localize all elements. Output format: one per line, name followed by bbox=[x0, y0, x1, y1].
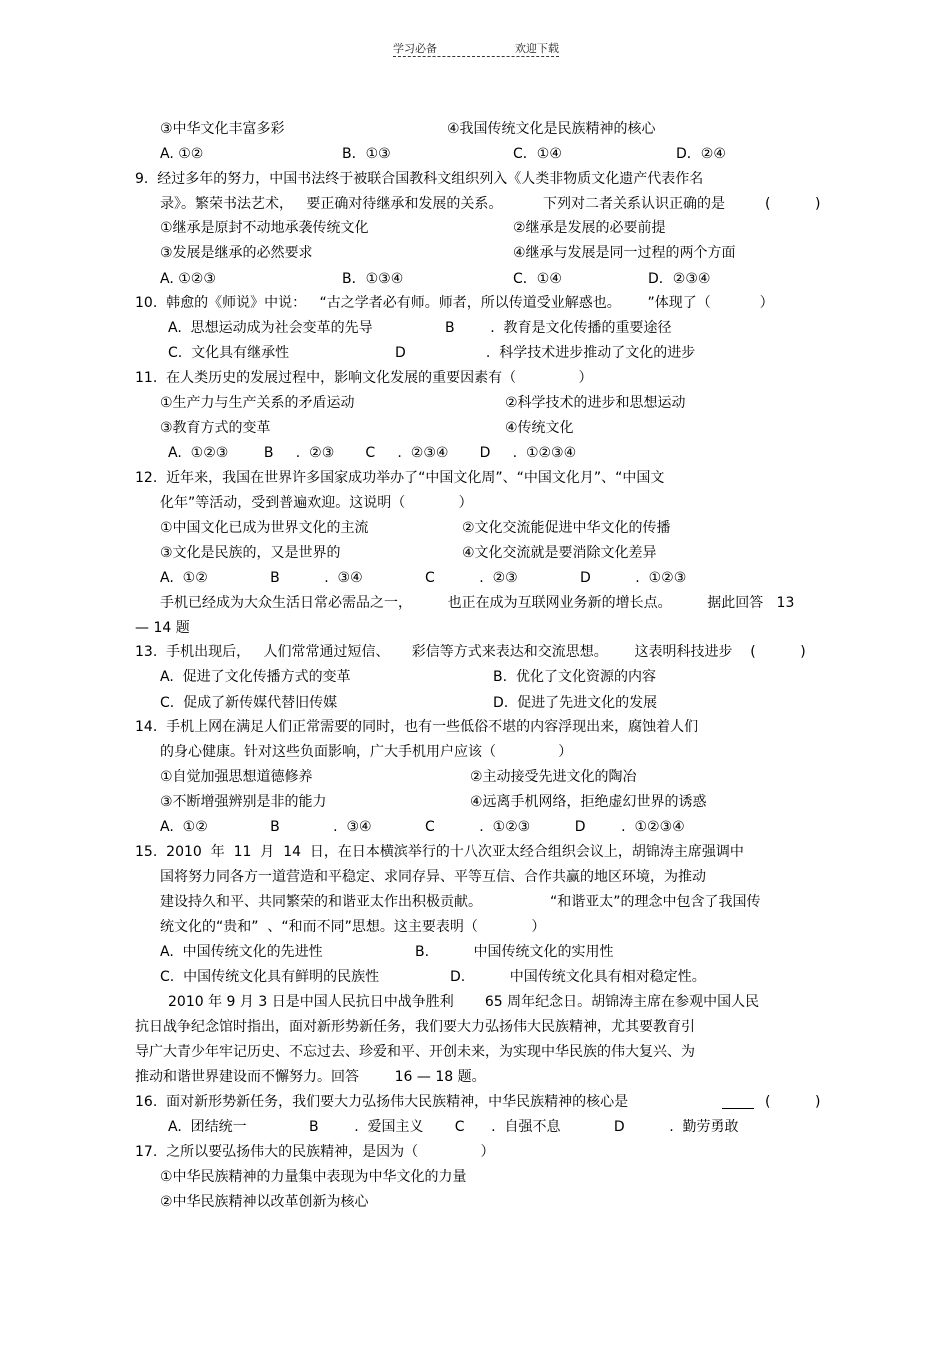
text-line: ③发展是继承的必然要求 bbox=[160, 245, 313, 261]
header-right: 欢迎下载 bbox=[515, 42, 559, 55]
text-line: A. ①② B . ③④ C . ②③ D . ①②③ bbox=[160, 570, 687, 586]
text-line: ④远离手机网络，拒绝虚幻世界的诱惑 bbox=[470, 794, 707, 810]
text-line: ②文化交流能促进中华文化的传播 bbox=[462, 520, 671, 536]
text-line: A. 思想运动成为社会变革的先导 bbox=[168, 320, 373, 336]
text-line: ③教育方式的变革 bbox=[160, 420, 271, 436]
text-line: ①生产力与生产关系的矛盾运动 bbox=[160, 395, 355, 411]
text-line: A. 促进了文化传播方式的变革 bbox=[160, 669, 351, 685]
text-line: B . 教育是文化传播的重要途径 bbox=[445, 320, 672, 336]
text-line: 14. 手机上网在满足人们正常需要的同时，也有一些低俗不堪的内容浮现出来，腐蚀着人们 bbox=[135, 719, 699, 735]
text-line: A. ①② B . ③④ C . ①②③ D . ①②③④ bbox=[160, 819, 685, 835]
text-line: D . 科学技术进步推动了文化的进步 bbox=[395, 345, 696, 361]
text-line: 建设持久和平、共同繁荣的和谐亚太作出积极贡献。 bbox=[160, 894, 482, 910]
text-line: ①自觉加强思想道德修养 bbox=[160, 769, 313, 785]
text-line: 13. 手机出现后， 人们常常通过短信、 彩信等方式来表达和交流思想。 这表明科技进步 ( ) bbox=[135, 644, 806, 660]
text-line: 16. 面对新形势新任务，我们要大力弘扬伟大民族精神，中华民族精神的核心是 bbox=[135, 1094, 629, 1110]
text-line: 12. 近年来，我国在世界许多国家成功举办了“中国文化周”、“中国文化月”、“中国文 bbox=[135, 470, 665, 486]
text-line: ④继承与发展是同一过程的两个方面 bbox=[513, 245, 736, 261]
text-line: C．①④ bbox=[513, 146, 562, 162]
text-line: A. ①② bbox=[160, 146, 204, 162]
text-line: 下列对二者关系认识正确的是 bbox=[543, 196, 725, 212]
text-line: ①中国文化已成为世界文化的主流 bbox=[160, 520, 369, 536]
text-line: ②继承是发展的必要前提 bbox=[513, 220, 666, 236]
text-line: ( ) bbox=[765, 196, 821, 212]
text-line: — 14 题 bbox=[135, 620, 190, 636]
text-line: C. 中国传统文化具有鲜明的民族性 bbox=[160, 969, 380, 985]
text-line: ②主动接受先进文化的陶冶 bbox=[470, 769, 637, 785]
text-line: ③中华文化丰富多彩 bbox=[160, 121, 285, 137]
text-line: D. 中国传统文化具有相对稳定性。 bbox=[450, 969, 706, 985]
text-line: ③文化是民族的，又是世界的 bbox=[160, 545, 341, 561]
text-line: 15. 2010 年 11 月 14 日，在日本横滨举行的十八次亚太经合组织会议上，胡锦涛主席强调中 bbox=[135, 844, 744, 860]
text-line: ③不断增强辨别是非的能力 bbox=[160, 794, 327, 810]
text-line: ④传统文化 bbox=[505, 420, 574, 436]
text-line: ②科学技术的进步和思想运动 bbox=[505, 395, 686, 411]
text-line: 推动和谐世界建设而不懈努力。回答 16 — 18 题。 bbox=[135, 1069, 486, 1085]
header-left: 学习必备 bbox=[393, 42, 437, 55]
text-line: 的身心健康。针对这些负面影响，广大手机用户应该（ ） bbox=[160, 744, 573, 760]
text-line: D．②③④ bbox=[648, 271, 711, 287]
text-line: D．②④ bbox=[676, 146, 726, 162]
text-line: B．①③ bbox=[342, 146, 391, 162]
text-line: 17. 之所以要弘扬伟大的民族精神，是因为（ ） bbox=[135, 1144, 495, 1160]
text-line: ④我国传统文化是民族精神的核心 bbox=[447, 121, 656, 137]
text-line: A. 团结统一 B . 爱国主义 C . 自强不息 D . 勤劳勇敢 bbox=[168, 1119, 739, 1135]
text-line: ②中华民族精神以改革创新为核心 bbox=[160, 1194, 369, 1210]
text-line: B．①③④ bbox=[342, 271, 404, 287]
text-line: 导广大青少年牢记历史、不忘过去、珍爱和平、开创未来，为实现中华民族的伟大复兴、为 bbox=[135, 1044, 695, 1060]
text-line: ( ) bbox=[765, 1094, 821, 1110]
text-line: D. 促进了先进文化的发展 bbox=[493, 695, 658, 711]
text-line: C．①④ bbox=[513, 271, 562, 287]
text-line: 2010 年 9 月 3 日是中国人民抗日中战争胜利 65 周年纪念日。胡锦涛主席在参观中国人民 bbox=[168, 994, 760, 1010]
text-line: A. 中国传统文化的先进性 bbox=[160, 944, 323, 960]
text-line: ①继承是原封不动地承袭传统文化 bbox=[160, 220, 369, 236]
text-line: 手机已经成为大众生活日常必需品之一， 也正在成为互联网业务新的增长点。 据此回答 13 bbox=[160, 595, 795, 611]
text-line: C. 促成了新传媒代替旧传媒 bbox=[160, 695, 338, 711]
text-line: ①中华民族精神的力量集中表现为中华文化的力量 bbox=[160, 1169, 467, 1185]
text-line: 11. 在人类历史的发展过程中，影响文化发展的重要因素有（ ） bbox=[135, 370, 593, 386]
text-line: 抗日战争纪念馆时指出，面对新形势新任务，我们要大力弘扬伟大民族精神，尤其要教育引 bbox=[135, 1019, 695, 1035]
text-line: B. 中国传统文化的实用性 bbox=[415, 944, 614, 960]
text-line: 化年”等活动，受到普遍欢迎。这说明（ ） bbox=[160, 495, 473, 511]
text-line: 10. 韩愈的《师说》中说： “古之学者必有师。师者，所以传道受业解惑也。 ”体现了（ ） bbox=[135, 295, 774, 311]
text-line: A. ①②③ bbox=[160, 271, 216, 287]
text-line: 录》。繁荣书法艺术， 要正确对待继承和发展的关系。 bbox=[160, 196, 503, 212]
page-header bbox=[393, 38, 559, 57]
answer-blank bbox=[722, 1108, 754, 1109]
text-line: 国将努力同各方一道营造和平稳定、求同存异、平等互信、合作共赢的地区环境，为推动 bbox=[160, 869, 706, 885]
text-line: ④文化交流就是要消除文化差异 bbox=[462, 545, 657, 561]
text-line: 9. 经过多年的努力，中国书法终于被联合国教科文组织列入《人类非物质文化遗产代表作名 bbox=[135, 171, 704, 187]
text-line: B. 优化了文化资源的内容 bbox=[493, 669, 656, 685]
text-line: A. ①②③ B . ②③ C . ②③④ D . ①②③④ bbox=[168, 445, 577, 461]
text-line: C. 文化具有继承性 bbox=[168, 345, 290, 361]
text-line: 统文化的“贵和” 、“和而不同”思想。这主要表明（ ） bbox=[160, 919, 546, 935]
text-line: “和谐亚太”的理念中包含了我国传 bbox=[550, 894, 761, 910]
